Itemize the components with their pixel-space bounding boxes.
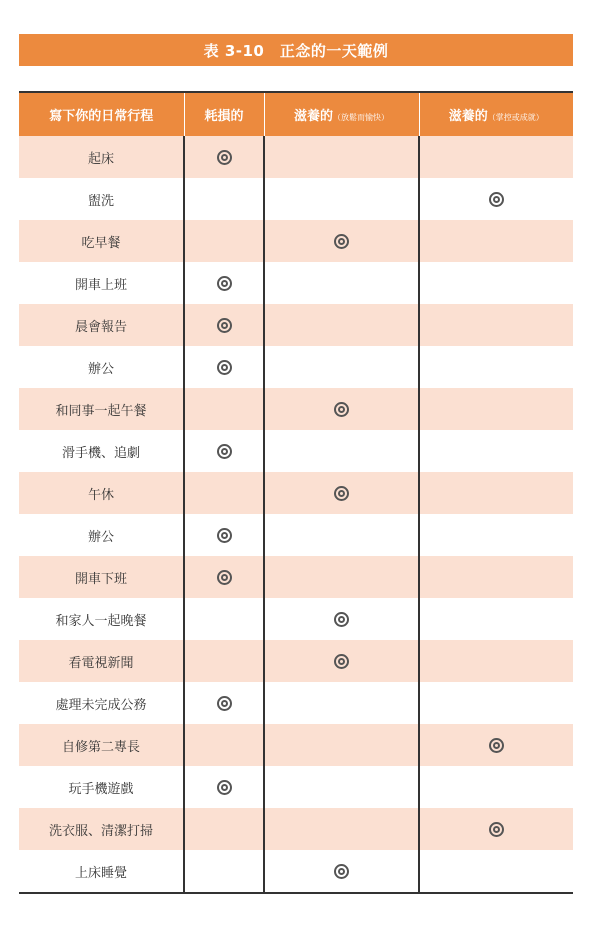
activity-cell: 吃早餐 (19, 220, 184, 262)
mark-cell (184, 766, 264, 808)
double-circle-icon (334, 654, 349, 669)
table-row (19, 808, 573, 850)
daily-schedule-table (19, 91, 573, 894)
mark-cell (184, 388, 264, 430)
mark-cell (184, 220, 264, 262)
activity-cell: 看電視新聞 (19, 640, 184, 682)
double-circle-icon (217, 696, 232, 711)
table-row (19, 850, 573, 893)
mark-cell (184, 682, 264, 724)
table-row (19, 178, 573, 220)
header-nourishing-mastery-sub: （掌控或成就） (487, 113, 544, 122)
mark-cell (184, 472, 264, 514)
activity-cell: 洗衣服、清潔打掃 (19, 808, 184, 850)
mark-cell (184, 262, 264, 304)
activity-cell: 開車上班 (19, 262, 184, 304)
mark-cell (264, 388, 419, 430)
table-row (19, 346, 573, 388)
mark-cell (264, 472, 419, 514)
activity-cell: 處理未完成公務 (19, 682, 184, 724)
mark-cell (264, 640, 419, 682)
header-nourishing-relaxing (264, 92, 419, 136)
table-title: 表 3-10 正念的一天範例 (19, 34, 573, 66)
mark-cell (264, 430, 419, 472)
table-row (19, 682, 573, 724)
mark-cell (264, 304, 419, 346)
mark-cell (184, 514, 264, 556)
table-row (19, 556, 573, 598)
mark-cell (419, 304, 573, 346)
table-row (19, 640, 573, 682)
mark-cell (184, 430, 264, 472)
mark-cell (184, 178, 264, 220)
header-schedule: 寫下你的日常行程 (19, 92, 184, 136)
mark-cell (419, 346, 573, 388)
mark-cell (419, 850, 573, 893)
double-circle-icon (489, 738, 504, 753)
mark-cell (419, 472, 573, 514)
mark-cell (419, 598, 573, 640)
activity-cell: 起床 (19, 136, 184, 178)
mark-cell (419, 808, 573, 850)
mark-cell (264, 262, 419, 304)
activity-cell: 午休 (19, 472, 184, 514)
mark-cell (264, 556, 419, 598)
table-row (19, 514, 573, 556)
mark-cell (419, 388, 573, 430)
double-circle-icon (217, 276, 232, 291)
table-row (19, 472, 573, 514)
activity-cell: 晨會報告 (19, 304, 184, 346)
header-nourishing-mastery-main: 滋養的 (448, 109, 488, 124)
mark-cell (264, 598, 419, 640)
mark-cell (419, 262, 573, 304)
double-circle-icon (217, 528, 232, 543)
table-row (19, 304, 573, 346)
header-nourishing-mastery (419, 92, 573, 136)
double-circle-icon (217, 780, 232, 795)
mark-cell (184, 808, 264, 850)
mark-cell (419, 556, 573, 598)
mark-cell (264, 724, 419, 766)
mark-cell (419, 724, 573, 766)
activity-cell: 滑手機、追劇 (19, 430, 184, 472)
header-nourishing-relaxing-main: 滋養的 (293, 109, 333, 124)
activity-cell: 上床睡覺 (19, 850, 184, 893)
double-circle-icon (489, 822, 504, 837)
mark-cell (419, 220, 573, 262)
double-circle-icon (217, 150, 232, 165)
mark-cell (184, 598, 264, 640)
mark-cell (264, 514, 419, 556)
mark-cell (184, 640, 264, 682)
double-circle-icon (334, 486, 349, 501)
activity-cell: 和同事一起午餐 (19, 388, 184, 430)
table-row (19, 388, 573, 430)
activity-cell: 辦公 (19, 514, 184, 556)
mark-cell (184, 850, 264, 893)
table-row (19, 220, 573, 262)
table-row (19, 724, 573, 766)
double-circle-icon (334, 234, 349, 249)
mark-cell (419, 766, 573, 808)
table-row (19, 262, 573, 304)
double-circle-icon (334, 864, 349, 879)
activity-cell: 玩手機遊戲 (19, 766, 184, 808)
mark-cell (184, 724, 264, 766)
mark-cell (264, 682, 419, 724)
double-circle-icon (217, 318, 232, 333)
double-circle-icon (489, 192, 504, 207)
table-row (19, 430, 573, 472)
mark-cell (264, 346, 419, 388)
activity-cell: 開車下班 (19, 556, 184, 598)
mark-cell (264, 136, 419, 178)
header-nourishing-relaxing-sub: （放鬆而愉快） (333, 113, 389, 122)
mark-cell (184, 304, 264, 346)
double-circle-icon (334, 612, 349, 627)
mark-cell (419, 178, 573, 220)
double-circle-icon (334, 402, 349, 417)
mark-cell (419, 136, 573, 178)
header-depleting: 耗損的 (184, 92, 264, 136)
table-row (19, 136, 573, 178)
table-header-row (19, 92, 573, 136)
mark-cell (419, 514, 573, 556)
activity-cell: 自修第二專長 (19, 724, 184, 766)
double-circle-icon (217, 570, 232, 585)
double-circle-icon (217, 444, 232, 459)
double-circle-icon (217, 360, 232, 375)
mark-cell (419, 430, 573, 472)
activity-cell: 辦公 (19, 346, 184, 388)
mark-cell (264, 850, 419, 893)
mark-cell (419, 640, 573, 682)
mark-cell (184, 556, 264, 598)
mark-cell (264, 808, 419, 850)
mark-cell (264, 220, 419, 262)
table-row (19, 766, 573, 808)
mark-cell (264, 766, 419, 808)
mark-cell (184, 136, 264, 178)
activity-cell: 盥洗 (19, 178, 184, 220)
activity-cell: 和家人一起晚餐 (19, 598, 184, 640)
mark-cell (184, 346, 264, 388)
mark-cell (264, 178, 419, 220)
mark-cell (419, 682, 573, 724)
table-row (19, 598, 573, 640)
